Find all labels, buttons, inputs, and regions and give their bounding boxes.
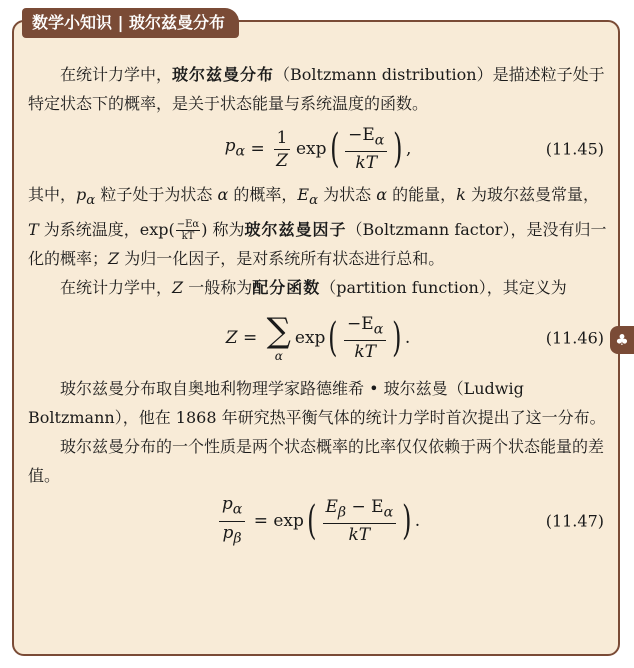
paragraph-2: 其中，$p_\alpha$ 粒子处于为状态 α 的概率，$E_\alpha$ 为状态 α 的能量，k 为玻尔兹曼常量，T 为系统温度，exp( $\frac{-E\alpha}{kT}$ ) 称为玻尔兹曼因子（Boltzmann factor），是没有归一化的概率；Z 为归一化因子，是对系统所有状态进行总和。 xyxy=(28,185,607,269)
equation-number-11-46: (11.46) xyxy=(545,328,604,348)
equation-11-47: $\frac{p_\alpha}{p_\beta}$ = exp ( $\frac{E_\beta - E_\alpha}{kT}$ ) . (11.47) xyxy=(28,490,608,552)
paragraph-3: 在统计力学中，Z 一般称为配分函数（partition function），其定义为 xyxy=(60,278,567,298)
equation-11-46: Z = ∑ α exp ( $\frac{-E_\alpha}{kT}$ ) . (11.46) xyxy=(225,311,604,364)
paragraph-1: 在统计力学中，玻尔兹曼分布（Boltzmann distribution）是描述粒子处于特定状态下的概率，是关于状态能量与系统温度的函数。 xyxy=(28,65,605,113)
equation-number-11-47: (11.47) xyxy=(545,511,604,531)
header-tab: 数学小知识 | 玻尔兹曼分布 xyxy=(22,8,239,38)
equation-11-45: $p_\alpha$ = $\frac{1}{Z}$ exp ( $\frac{-E_\alpha}{kT}$ ) , (11.45) xyxy=(224,124,604,174)
term-boltzmann-distribution: 玻尔兹曼分布 xyxy=(172,65,275,84)
paragraph-4: 玻尔兹曼分布取自奥地利物理学家路德维希 • 玻尔兹曼（Ludwig Boltzmann），他在 1868 年研究热平衡气体的统计力学时首次提出了这一分布。 xyxy=(28,379,606,428)
sum-symbol: ∑ α xyxy=(266,311,291,364)
content-body xyxy=(28,60,608,552)
equation-number-11-45: (11.45) xyxy=(545,139,604,159)
club-icon[interactable]: ♣ xyxy=(610,326,634,354)
term-partition-function: 配分函数 xyxy=(252,278,321,298)
term-boltzmann-factor: 玻尔兹曼因子 xyxy=(244,220,347,240)
paragraph-5: 玻尔兹曼分布的一个性质是两个状态概率的比率仅仅依赖于两个状态能量的差值。 xyxy=(28,437,605,486)
